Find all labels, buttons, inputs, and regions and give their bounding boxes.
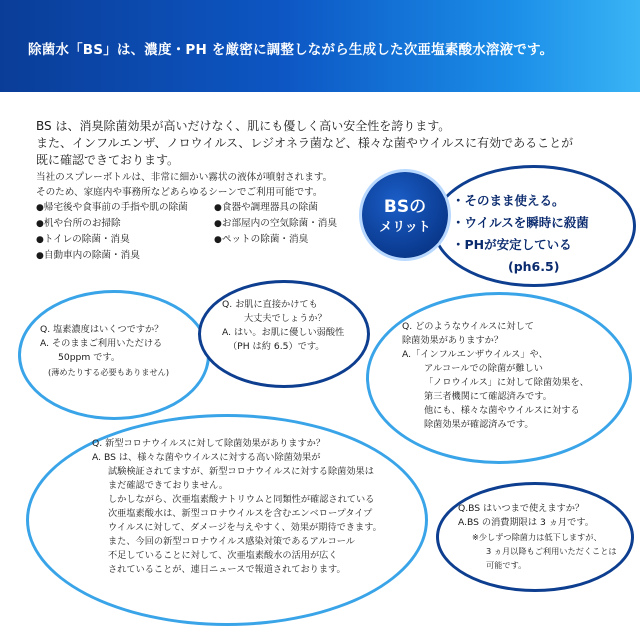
qa-skin-text xyxy=(222,298,344,354)
qa-virus-text xyxy=(402,320,589,432)
qa-answer: ウイルスに対して、ダメージを与えやすく、効果が期待できます。 xyxy=(108,522,382,533)
merit-item: (ph6.5) xyxy=(508,259,560,274)
qa-answer: また、今回の新型コロナウイルス感染対策であるアルコール xyxy=(108,536,355,547)
qa-answer: 次亜塩素酸水は、新型コロナウイルスを含むエンベロープタイプ xyxy=(108,508,373,519)
qa-answer: A. そのままご利用いただける xyxy=(40,338,163,349)
qa-note: 可能です。 xyxy=(486,560,527,570)
bullet-marker: ● xyxy=(214,235,222,245)
qa-note: ※少しずつ除菌力は低下しますが、 xyxy=(472,532,602,542)
usage-item xyxy=(36,232,130,249)
qa-question: Q. どのようなウイルスに対して xyxy=(402,321,534,332)
qa-question: 大丈夫でしょうか？ xyxy=(244,313,327,324)
merit-item: ・ウイルスを瞬時に殺菌 xyxy=(452,215,589,230)
bullet-marker: ● xyxy=(214,219,222,229)
qa-note: 3 ヵ月以降もご利用いただくことは xyxy=(486,546,617,556)
spray-description xyxy=(36,170,416,200)
qa-question: Q.BS はいつまで使えますか？ xyxy=(458,503,585,514)
sub-line: 当社のスプレーボトルは、非常に細かい霧状の液体が噴射されます。 xyxy=(36,172,333,183)
qa-answer: A. BS は、様々な菌やウイルスに対する高い除菌効果が xyxy=(92,452,321,463)
usage-label: 帰宅後や食事前の手指や肌の除菌 xyxy=(43,202,188,213)
usage-label: 机や台所のお掃除 xyxy=(43,218,121,229)
merit-item: ・そのまま使える。 xyxy=(452,193,565,208)
intro-line: 既に確認できております。 xyxy=(36,153,180,167)
usage-label: 食器や調理器具の除菌 xyxy=(221,202,318,213)
qa-question: Q. お肌に直接かけても xyxy=(222,299,318,310)
qa-answer: A.「インフルエンザウイルス」や、 xyxy=(402,349,548,360)
qa-corona-text xyxy=(92,437,382,577)
qa-answer: 試験検証されてますが、新型コロナウイルスに対する除菌効果は xyxy=(108,466,374,477)
usage-label: お部屋内の空気除菌・消臭 xyxy=(221,218,337,229)
usage-item xyxy=(36,200,188,217)
qa-answer: されていることが、連日ニュースで報道されております。 xyxy=(108,564,346,575)
merit-item: ・PHが安定している xyxy=(452,237,572,252)
qa-answer: 他にも、様々な菌やウイルスに対する xyxy=(424,405,580,416)
merit-badge-line2: メリット xyxy=(379,220,431,235)
merit-badge xyxy=(362,172,448,258)
header-banner xyxy=(0,0,640,92)
qa-note: (薄めたりする必要もありません) xyxy=(48,367,170,377)
usage-label: 自動車内の除菌・消臭 xyxy=(43,250,140,261)
qa-question: Q. 新型コロナウイルスに対して除菌効果がありますか？ xyxy=(92,438,326,449)
intro-line: また、インフルエンザ、ノロウイルス、レジオネラ菌など、様々な菌やウイルスに有効であることが xyxy=(36,136,574,150)
usage-item xyxy=(214,232,308,249)
qa-answer: A.BS の消費期限は 3 ヵ月です。 xyxy=(458,517,594,528)
qa-answer: 第三者機関にて確認済みです。 xyxy=(424,391,552,402)
usage-item xyxy=(36,248,140,265)
bullet-marker: ● xyxy=(36,219,44,229)
qa-answer: 「ノロウイルス」に対して除菌効果を、 xyxy=(424,377,589,388)
qa-question: 除菌効果がありますか？ xyxy=(402,335,504,346)
usage-label: ペットの除菌・消臭 xyxy=(221,234,309,245)
qa-answer: 不足していることに対して、次亜塩素酸水の活用が広く xyxy=(108,550,338,561)
merit-list xyxy=(452,190,622,278)
qa-answer: まだ確認できておりません。 xyxy=(108,480,228,491)
usage-label: トイレの除菌・消臭 xyxy=(43,234,130,245)
usage-item xyxy=(214,200,318,217)
qa-concentration-text xyxy=(40,323,169,379)
bullet-marker: ● xyxy=(36,235,44,245)
qa-answer: （PH は約 6.5）です。 xyxy=(228,341,325,352)
usage-item xyxy=(214,216,337,233)
qa-answer: 50ppm です。 xyxy=(58,352,121,363)
bullet-marker: ● xyxy=(36,203,44,213)
merit-badge-line1: BSの xyxy=(383,197,427,217)
sub-line: そのため、家庭内や事務所などあらゆるシーンでご利用可能です。 xyxy=(36,187,323,198)
intro-line: BS は、消臭除菌効果が高いだけなく、肌にも優しく高い安全性を誇ります。 xyxy=(36,119,451,133)
banner-title: 除菌水「BS」は、濃度・PH を厳密に調整しながら生成した次亜塩素酸水溶液です。 xyxy=(28,42,554,58)
qa-question: Q. 塩素濃度はいくつですか？ xyxy=(40,324,164,335)
bullet-marker: ● xyxy=(36,251,44,261)
qa-answer: しかしながら、次亜塩素酸ナトリウムと同類性が確認されている xyxy=(108,494,375,505)
qa-expiry-text xyxy=(458,502,617,572)
qa-answer: アルコールでの除菌が難しい xyxy=(424,363,543,374)
intro-text xyxy=(36,118,616,169)
usage-item xyxy=(36,216,121,233)
qa-answer: A. はい。お肌に優しい弱酸性 xyxy=(222,327,345,338)
bullet-marker: ● xyxy=(214,203,222,213)
qa-answer: 除菌効果が確認済みです。 xyxy=(424,419,534,430)
